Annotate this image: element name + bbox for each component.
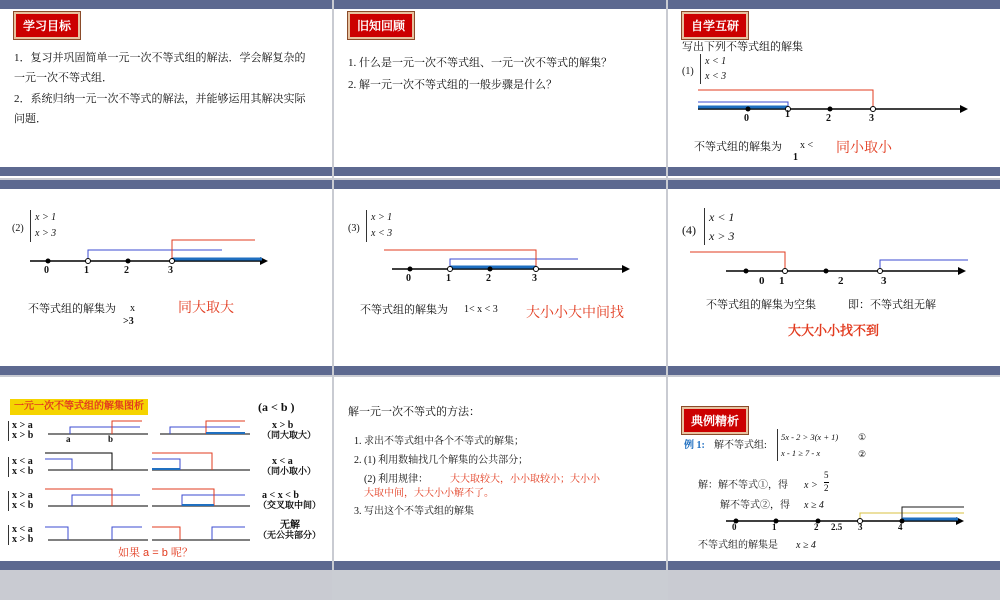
slide-review[interactable]	[334, 0, 666, 178]
solution-1: 解：解不等式①，得	[698, 480, 788, 491]
answer-prefix: 不等式组的解集为	[28, 303, 116, 315]
system-inequalities: x < 1 x < 3	[700, 54, 726, 84]
row1-result: x > b	[272, 420, 294, 431]
slide-case-2[interactable]	[0, 180, 332, 375]
example-label: 例 1:	[684, 440, 705, 451]
method-title: 解一元一次不等式的方法：	[348, 406, 480, 418]
slide-top-band	[334, 0, 666, 9]
slide-case-3[interactable]	[334, 180, 666, 375]
row3-rule: （交叉取中间）	[258, 500, 322, 510]
tick-3: 3	[858, 522, 863, 532]
tick-4: 4	[898, 522, 903, 532]
number-line-3	[334, 180, 666, 375]
row4-system: x < a x > b	[8, 525, 33, 545]
rule-text: 同小取小	[836, 139, 892, 155]
goals-text: 1．复习并巩固简单一元一次不等式组的解法．学会解复杂的 一元一次不等式组． 2．系统归纳一元一次不等式的解法，并能够运用其解决实际 问题．	[14, 52, 306, 126]
slide-tag: 自学互研	[682, 12, 748, 39]
system-label: (1)	[682, 66, 694, 77]
system-label: (2)	[12, 223, 24, 234]
tick-2: 2	[124, 265, 129, 276]
empty-thumbnail-area	[332, 570, 668, 600]
tick-3: 3	[168, 265, 173, 276]
row2-system: x < a x < b	[8, 457, 33, 477]
review-questions: 1. 什么是一元一次不等式组、一元一次不等式的解集？ 2. 解一元一次不等式组的一般步骤是什么？	[348, 57, 612, 91]
equation-numbers: ① ②	[858, 432, 867, 460]
tick-3: 3	[532, 273, 537, 284]
number-line-2	[0, 180, 332, 375]
tick-3: 3	[881, 275, 887, 287]
tick-0: 0	[732, 522, 737, 532]
tick-1: 1	[779, 275, 785, 287]
slide-tag: 学习目标	[14, 12, 80, 39]
fraction: 5 2	[824, 470, 829, 493]
step-3: 3. 写出这个不等式组的解集	[354, 506, 474, 517]
slide-case-4[interactable]	[668, 180, 1000, 375]
answer-prefix: 不等式组的解集为	[360, 304, 448, 316]
system-label: (3)	[348, 223, 360, 234]
step-2b-rule-2: 大取中间，大大小小解不了。	[364, 488, 494, 499]
answer-prefix: 不等式组的解集是	[698, 540, 778, 551]
answer-value: >3	[123, 316, 134, 327]
answer-value: 1	[793, 152, 798, 163]
tick-2: 2	[814, 522, 819, 532]
slide-tag: 旧知回顾	[348, 12, 414, 39]
condition-text: (a < b )	[258, 400, 295, 414]
tick-1: 1	[446, 273, 451, 284]
tick-1: 1	[84, 265, 89, 276]
system-label: (4)	[682, 223, 696, 237]
row4-result: 无解	[280, 520, 300, 531]
solution-2-value: x ≥ 4	[804, 500, 824, 511]
tick-2: 2	[838, 275, 844, 287]
solution-2: 解不等式②，得	[720, 500, 790, 511]
row2-result: x < a	[272, 456, 293, 467]
answer-x: x	[130, 303, 135, 314]
row3-result: a < x < b	[262, 490, 299, 501]
intro-text: 写出下列不等式组的解集	[682, 41, 803, 53]
solution-1-value: x >	[804, 480, 818, 491]
answer-value: 1< x < 3	[464, 304, 498, 315]
tick-0: 0	[44, 265, 49, 276]
answer-prefix: 不等式组的解集为	[694, 141, 782, 153]
slide-bottom-band	[334, 561, 666, 570]
slide-bottom-band	[0, 167, 332, 176]
example-text: 解不等式组:	[714, 440, 767, 451]
answer-note: 即：不等式组无解	[848, 299, 936, 311]
row1-rule: （同大取大）	[262, 430, 317, 440]
step-2: 2. (1) 利用数轴找几个解集的公共部分；	[354, 455, 529, 466]
row3-system: x > a x < b	[8, 491, 33, 511]
slide-self-study[interactable]	[668, 0, 1000, 178]
rule-text: 大大小小找不到	[788, 323, 880, 338]
slide-tag: 典例精析	[682, 407, 748, 434]
step-2b-rule-1: 大大取较大，小小取较小；大小小	[450, 474, 600, 485]
tick-2-5: 2.5	[831, 522, 843, 532]
tick-0: 0	[406, 273, 411, 284]
answer-prefix: 不等式组的解集为空集	[706, 299, 816, 311]
tick-2: 2	[826, 113, 831, 124]
system-inequalities: x > 1 x > 3	[30, 210, 56, 242]
point-a-label: a	[66, 434, 71, 444]
tick-0: 0	[744, 113, 749, 124]
slide-bottom-band	[334, 167, 666, 176]
system-inequalities: x < 1 x > 3	[704, 208, 734, 245]
rule-text: 大小小大中间找	[526, 304, 624, 320]
row1-system: x > a x > b	[8, 421, 33, 441]
question-text: 如果 a = b 呢？	[118, 547, 193, 559]
step-1: 1. 求出不等式组中各个不等式的解集；	[354, 436, 524, 447]
system-inequalities: x > 1 x < 3	[366, 210, 392, 242]
rule-text: 同大取大	[178, 299, 234, 315]
step-2b-label: (2) 利用规律：	[364, 474, 429, 485]
tick-2: 2	[486, 273, 491, 284]
slide-method[interactable]	[334, 377, 666, 570]
example-system: 5x - 2 > 3(x + 1) x - 1 ≥ 7 - x	[777, 429, 838, 461]
tick-1: 1	[785, 109, 790, 120]
row4-rule: （无公共部分）	[258, 530, 322, 540]
answer-value: x ≥ 4	[796, 540, 816, 551]
diagram-title: 一元一次不等式组的解集图析	[10, 399, 148, 415]
row2-rule: （同小取小）	[262, 466, 317, 476]
tick-3: 3	[869, 113, 874, 124]
tick-1: 1	[772, 522, 777, 532]
slide-example[interactable]	[668, 377, 1000, 570]
slide-summary-diagram[interactable]	[0, 377, 332, 570]
slide-learning-goals[interactable]	[0, 0, 332, 178]
slide-top-band	[0, 0, 332, 9]
tick-0: 0	[759, 275, 765, 287]
number-line-4	[668, 180, 1000, 375]
answer-x: x <	[800, 140, 814, 151]
point-b-label: b	[108, 434, 114, 444]
